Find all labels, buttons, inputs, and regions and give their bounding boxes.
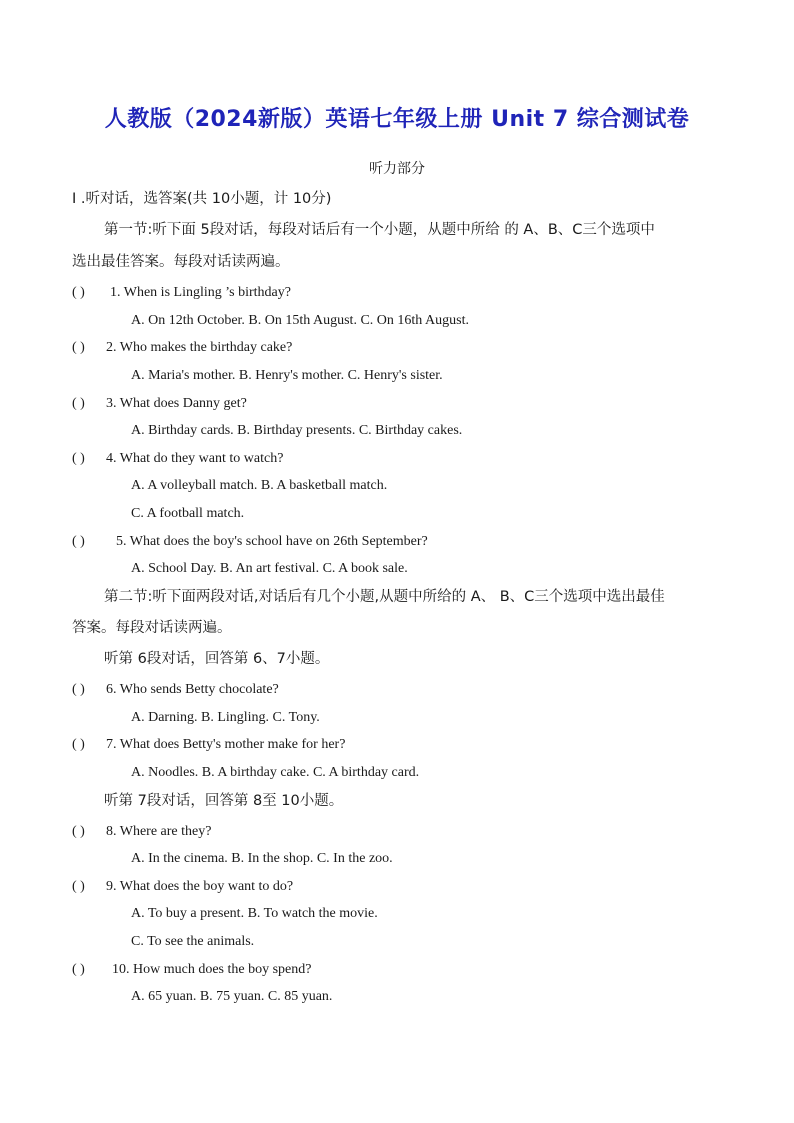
dialog-7-intro: 听第 7段对话，回答第 8至 10小题。	[104, 793, 344, 809]
part1-instruction-line2: 选出最佳答案。每段对话读两遍。	[72, 254, 290, 270]
question-9-options: A. To buy a present. B. To watch the movie.	[131, 906, 378, 921]
question-8-text: 8. Where are they?	[106, 824, 212, 839]
question-1-text: 1. When is Lingling ’s birthday?	[110, 285, 291, 300]
answer-blank[interactable]: ( )	[72, 879, 85, 894]
part1-instruction-line1: 第一节:听下面 5段对话，每段对话后有一个小题，从题中所给 的 A、B、C三个选项中	[104, 222, 655, 238]
section-subtitle: 听力部分	[369, 161, 425, 177]
page-title: 人教版（2024新版）英语七年级上册 Unit 7 综合测试卷	[104, 107, 690, 132]
answer-blank[interactable]: ( )	[72, 285, 85, 300]
answer-blank[interactable]: ( )	[72, 396, 85, 411]
question-5-options: A. School Day. B. An art festival. C. A book sale.	[131, 561, 408, 576]
question-4-text: 4. What do they want to watch?	[106, 451, 284, 466]
question-9-options: C. To see the animals.	[131, 934, 255, 949]
answer-blank[interactable]: ( )	[72, 534, 85, 549]
section-heading: I .听对话，选答案(共 10小题，计 10分)	[72, 191, 332, 207]
answer-blank[interactable]: ( )	[72, 451, 85, 466]
question-3-text: 3. What does Danny get?	[106, 396, 247, 411]
question-4-options: A. A volleyball match. B. A basketball match.	[131, 478, 388, 493]
question-5-text: 5. What does the boy's school have on 26th September?	[116, 534, 428, 549]
question-7-text: 7. What does Betty's mother make for her?	[106, 737, 346, 752]
answer-blank[interactable]: ( )	[72, 962, 85, 977]
question-9-text: 9. What does the boy want to do?	[106, 879, 294, 894]
question-7-options: A. Noodles. B. A birthday cake. C. A birthday card.	[131, 765, 420, 780]
answer-blank[interactable]: ( )	[72, 824, 85, 839]
question-2-text: 2. Who makes the birthday cake?	[106, 340, 293, 355]
question-3-options: A. Birthday cards. B. Birthday presents. C. Birthday cakes.	[131, 423, 463, 438]
question-6-options: A. Darning. B. Lingling. C. Tony.	[131, 710, 320, 725]
question-10-text: 10. How much does the boy spend?	[112, 962, 312, 977]
question-6-text: 6. Who sends Betty chocolate?	[106, 682, 279, 697]
question-8-options: A. In the cinema. B. In the shop. C. In the zoo.	[131, 851, 393, 866]
question-10-options: A. 65 yuan. B. 75 yuan. C. 85 yuan.	[131, 989, 333, 1004]
question-2-options: A. Maria's mother. B. Henry's mother. C. Henry's sister.	[131, 368, 443, 383]
dialog-6-intro: 听第 6段对话，回答第 6、7小题。	[104, 651, 330, 667]
part2-instruction-line2: 答案。每段对话读两遍。	[72, 620, 232, 636]
answer-blank[interactable]: ( )	[72, 340, 85, 355]
answer-blank[interactable]: ( )	[72, 682, 85, 697]
part2-instruction-line1: 第二节:听下面两段对话,对话后有几个小题,从题中所给的 A、 B、C三个选项中选出最佳	[104, 589, 665, 605]
question-1-options: A. On 12th October. B. On 15th August. C. On 16th August.	[131, 313, 469, 328]
question-4-options: C. A football match.	[131, 506, 245, 521]
answer-blank[interactable]: ( )	[72, 737, 85, 752]
